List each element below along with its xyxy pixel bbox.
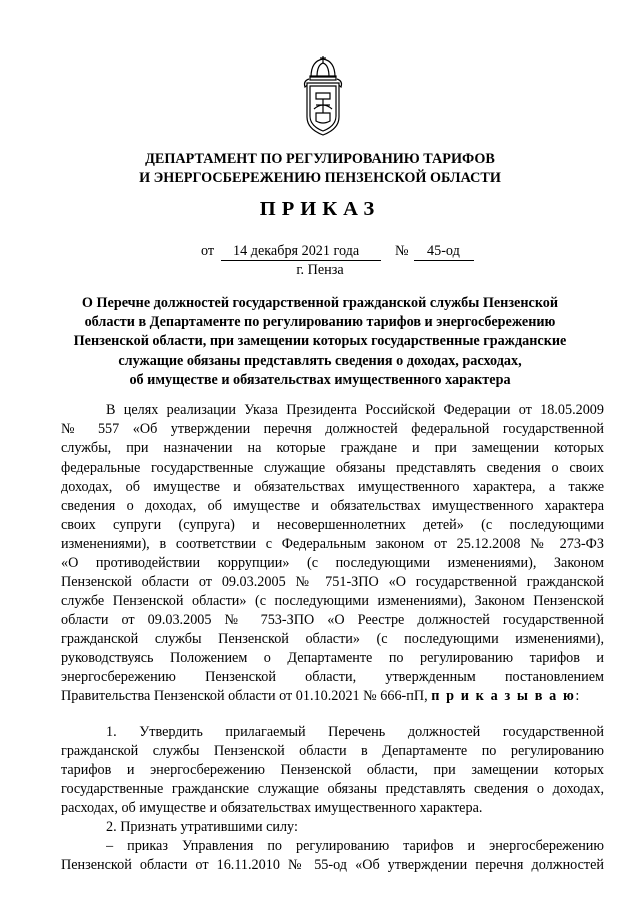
title-line: служащие обязаны представлять сведения о доходах, расходах, — [118, 352, 522, 369]
preamble-last-text: Правительства Пензенской области от 01.10.2021 № 666-пП, — [61, 688, 428, 704]
preamble-line: изменениями), в соответствии с Федеральным законом от 25.12.2008 № 273-ФЗ — [61, 536, 604, 552]
department-name-line1: ДЕПАРТАМЕНТ ПО РЕГУЛИРОВАНИЮ ТАРИФОВ — [145, 151, 495, 167]
order-date: 14 декабря 2021 года — [233, 243, 360, 259]
title-line: О Перечне должностей государственной гражданской службы Пензенской — [81, 295, 559, 311]
preamble-colon: : — [575, 688, 580, 704]
document-type-heading: ПРИКАЗ — [259, 198, 381, 220]
preamble-line: гражданской службы Пензенской области» (с последующими изменениями), — [61, 631, 604, 647]
prikazyvayu-word: п р и к а з ы в а ю — [431, 688, 576, 704]
preamble-line: руководствуясь Положением о Департаменте по регулированию тарифов и — [61, 650, 604, 666]
coat-of-arms-icon — [297, 55, 349, 138]
preamble-line: области от 09.03.2005 № 753-ЗПО «О Реестре должностей государственной — [61, 612, 604, 628]
item1-line: 1. Утвердить прилагаемый Перечень должностей государственной — [106, 724, 604, 740]
title-line: области в Департаменте по регулированию тарифов и энергосбережению — [84, 314, 556, 331]
title-line: об имуществе и обязательствах имущественного характера — [129, 371, 511, 388]
title-line: Пензенской области, при замещении которых государственные гражданские — [73, 333, 567, 350]
item2-line: 2. Признать утратившими силу: — [106, 819, 298, 835]
preamble-line: своих супруги (супруга) и несовершеннолетних детей» (с последующими — [61, 517, 604, 533]
order-number: 45-од — [427, 243, 460, 259]
item1-line: тарифов и энергосбережению Пензенской области, при замещении которых — [61, 762, 604, 778]
item2-sub-line: Пензенской области от 16.11.2010 № 55-од «Об утверждении перечня должностей — [61, 857, 604, 873]
date-number-line — [0, 243, 640, 263]
date-prefix: от — [201, 243, 215, 259]
preamble-line: федеральные государственные служащие обязаны представлять сведения о своих — [61, 460, 604, 476]
preamble-final-line — [61, 688, 579, 705]
preamble-line: Пензенской области от 09.03.2005 № 751-ЗПО «О государственной гражданской — [61, 574, 604, 590]
preamble-line: № 557 «Об утверждении перечня должностей федеральной государственной — [61, 421, 604, 437]
preamble-line: В целях реализации Указа Президента Российской Федерации от 18.05.2009 — [106, 402, 604, 418]
city: г. Пенза — [296, 262, 344, 278]
preamble-line: службы, при назначении на которые граждане и при замещении которых — [61, 440, 604, 456]
item2-sub-line: – приказ Управления по регулированию тарифов и энергосбережению — [106, 838, 604, 854]
date-underline — [221, 260, 381, 261]
department-name-line2: И ЭНЕРГОСБЕРЕЖЕНИЮ ПЕНЗЕНСКОЙ ОБЛАСТИ — [139, 170, 501, 186]
preamble-line: службе Пензенской области» (с последующими изменениями), Законом Пензенской — [61, 593, 604, 609]
item1-last-line: расходах, об имуществе и обязательствах имущественного характера. — [61, 800, 483, 816]
number-underline — [414, 260, 474, 261]
item1-line: гражданской службы Пензенской области в Департаменте по регулированию — [61, 743, 604, 759]
number-prefix: № — [395, 243, 409, 259]
preamble-line: сведения о доходах, об имуществе и обязательствах имущественного характера — [61, 498, 604, 514]
preamble-line: доходах, об имуществе и обязательствах имущественного характера, а также — [61, 479, 604, 495]
order-title — [40, 294, 600, 390]
item1-line: государственные гражданские служащие обязаны представлять сведения о доходах, — [61, 781, 604, 797]
preamble-line: «О противодействии коррупции» (с последующими изменениями), Законом — [61, 555, 604, 571]
preamble-line: энергосбережению Пензенской области, утвержденным постановлением — [61, 669, 604, 685]
